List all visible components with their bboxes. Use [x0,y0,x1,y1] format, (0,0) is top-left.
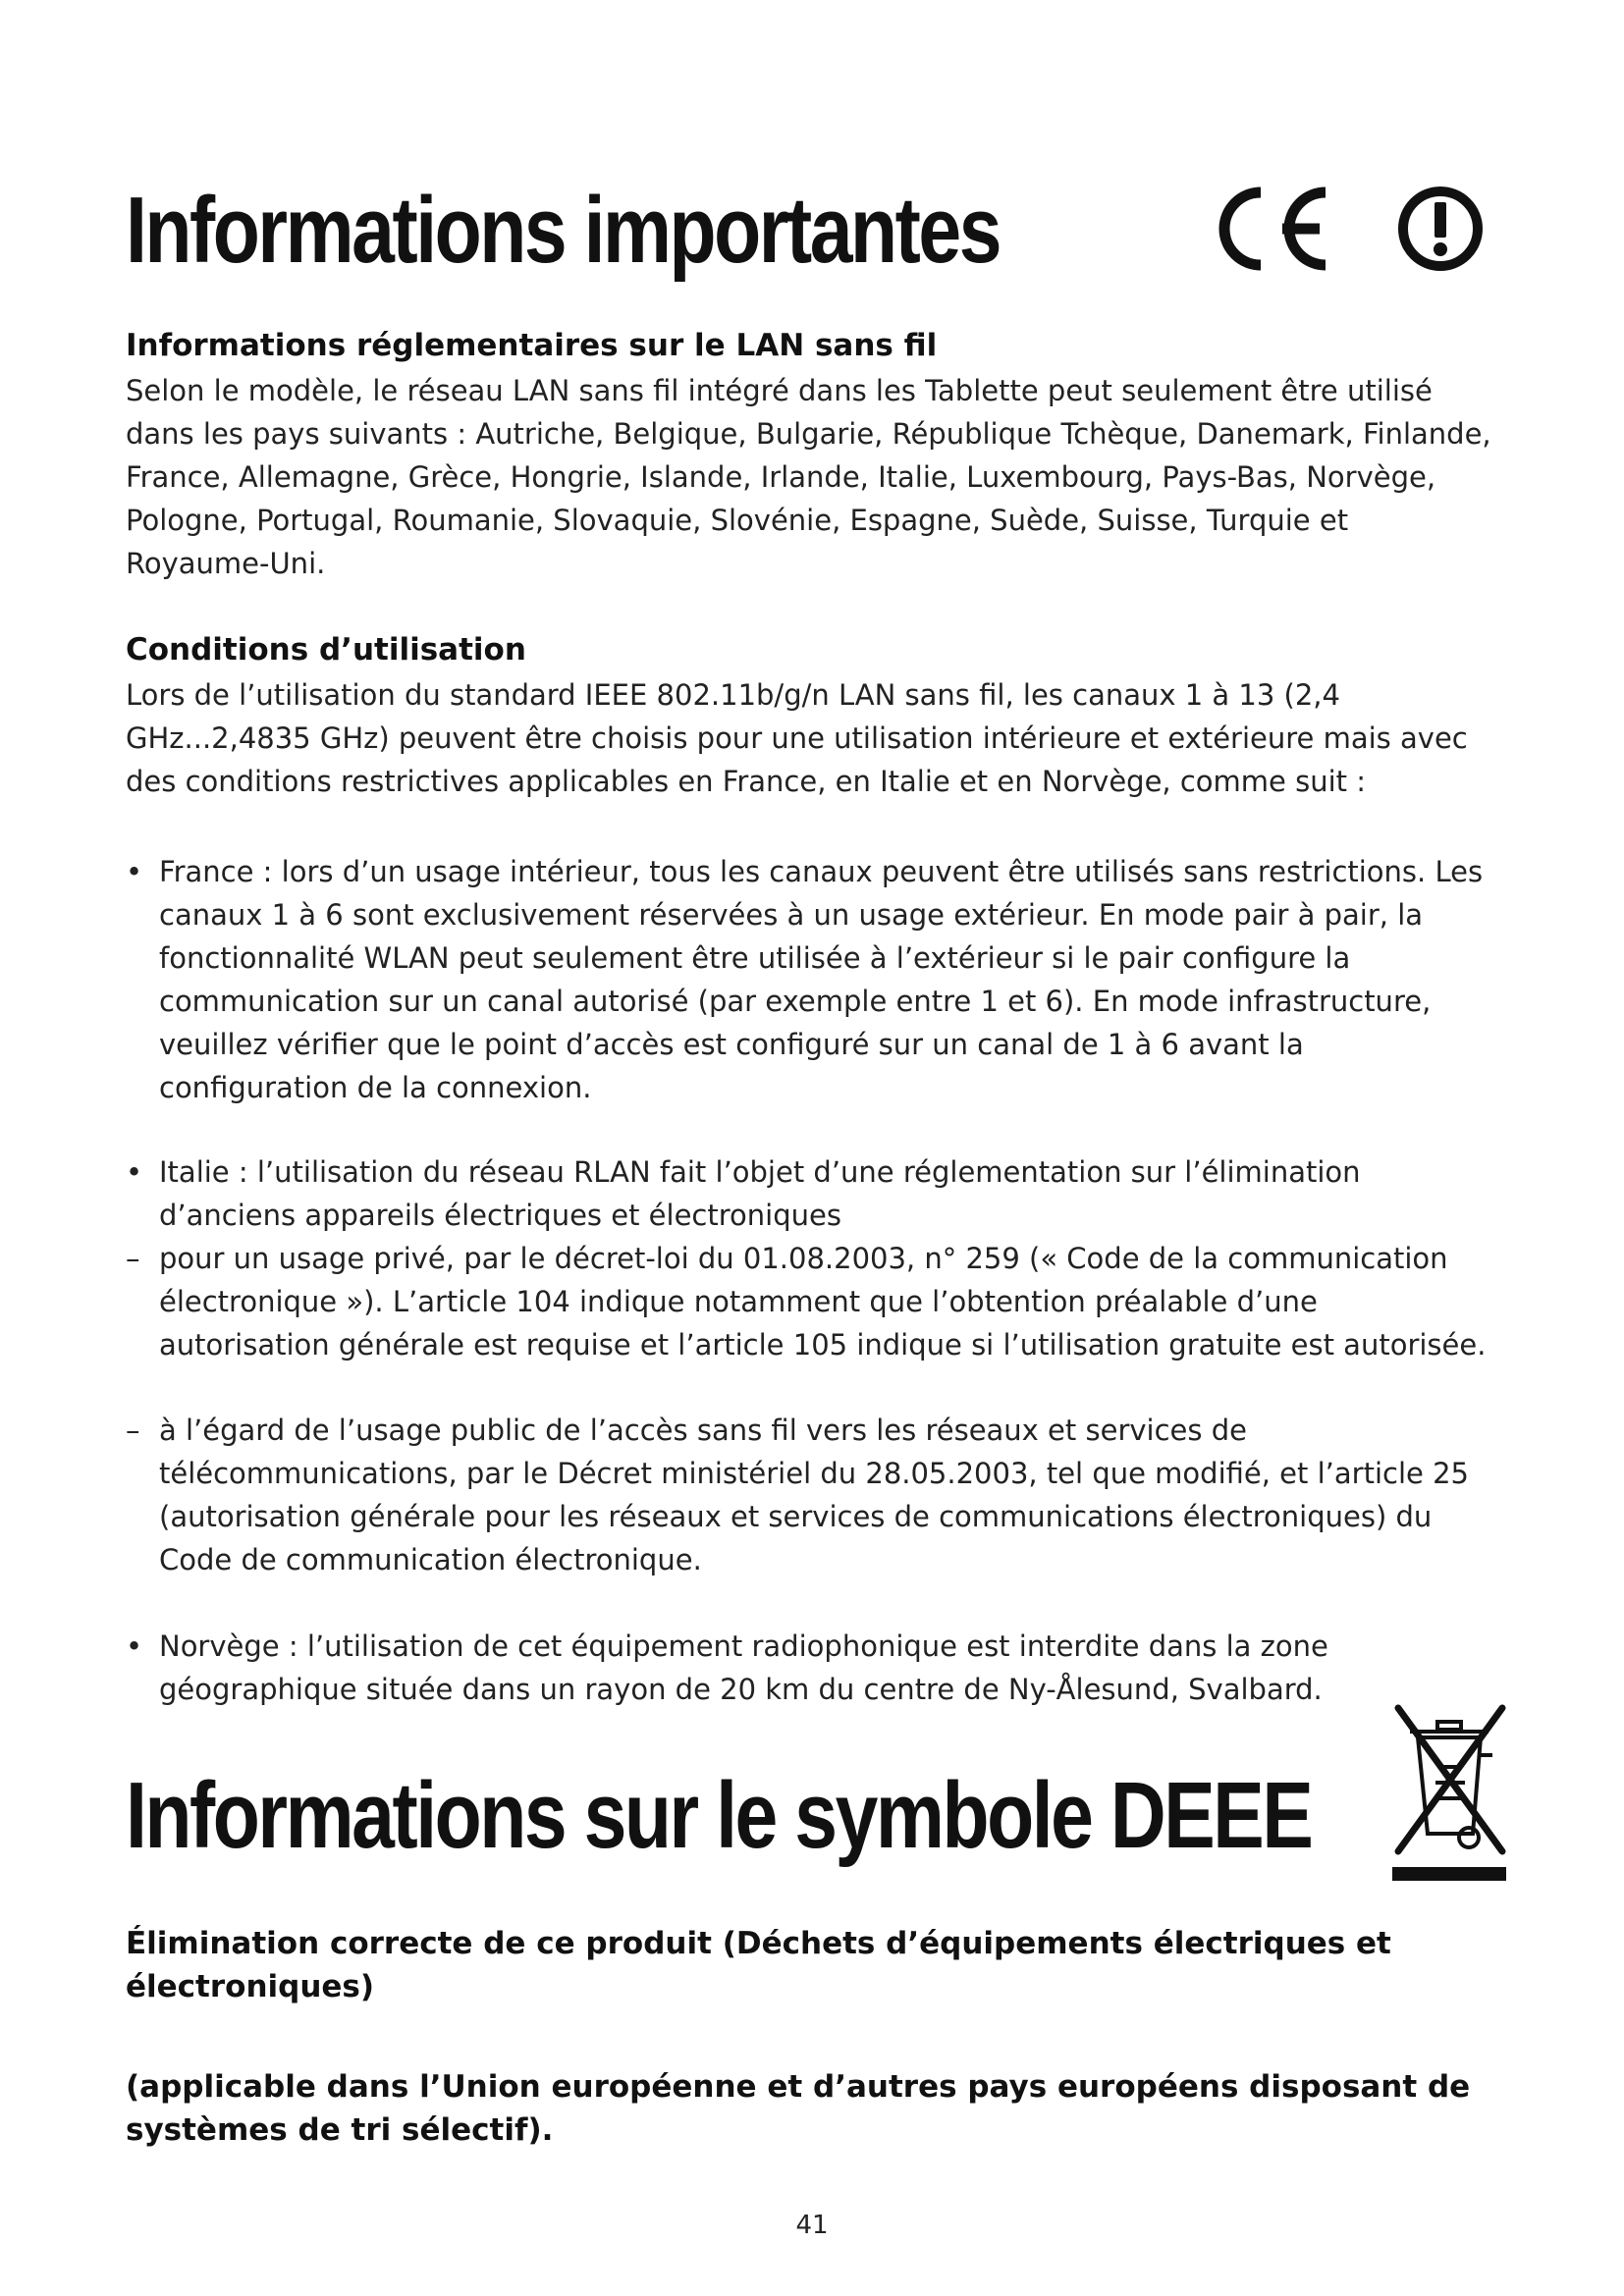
list-item-text: à l’égard de l’usage public de l’accès sans fil vers les réseaux et services de télécommunications, par le Décret ministériel du 28.05.2003, tel que modifié, et l’article 25 (autorisation générale pour les réseaux et services de communications électroniques) du Code de communication électronique. [159,1414,1469,1576]
weee-section-title: Informations sur le symbole DEEE [126,1763,1312,1868]
list-item-norvege [126,1625,1495,1711]
bullet-marker: • [126,1629,143,1663]
ce-mark [1224,192,1326,265]
ce-and-alert-marks [1200,175,1494,283]
list-item-text: Italie : l’utilisation du réseau RLAN fait l’objet d’une réglementation sur l’élimination d’anciens appareils électriques et électroniques [159,1155,1361,1232]
bullet-marker: • [126,1155,143,1189]
dash-marker: – [126,1414,140,1447]
list-item-usage-prive [126,1237,1495,1366]
list-item-text: pour un usage privé, par le décret-loi du 01.08.2003, n° 259 (« Code de la communication électronique »). L’article 104 indique notamment que l’obtention préalable d’une autorisation générale est requise et l’article 105 indique si l’utilisation gratuite est autorisée. [159,1242,1487,1362]
disposal-heading: Élimination correcte de ce produit (Déchets d’équipements électriques et électroniques) [126,1926,1391,2004]
list-item-text: France : lors d’un usage intérieur, tous les canaux peuvent être utilisés sans restrictions. Les canaux 1 à 6 sont exclusivement réservées à un usage extérieur. En mode pair à pair, la fonctionnalité WLAN peut seulement être utilisée à l’extérieur si le pair configure la communication sur un canal autorisé (par exemple entre 1 et 6). En mode infrastructure, veuillez vérifier que le point d’accès est configuré sur un canal de 1 à 6 avant la configuration de la connexion. [159,855,1484,1104]
conditions-paragraph: Lors de l’utilisation du standard IEEE 802.11b/g/n LAN sans fil, les canaux 1 à 13 (2,4 GHz...2,4835 GHz) peuvent être choisis pour une utilisation intérieure et extérieure mais avec des conditions restrictives applicables en France, en Italie et en Norvège, comme suit : [126,678,1468,798]
circle-exclamation-icon [1403,191,1478,266]
wlan-heading: Informations réglementaires sur le LAN sans fil [126,328,938,363]
dash-marker: – [126,1242,140,1275]
conditions-heading: Conditions d’utilisation [126,632,526,667]
list-item-text: Norvège : l’utilisation de cet équipement radiophonique est interdite dans la zone géographique située dans un rayon de 20 km du centre de Ny-Ålesund, Svalbard. [159,1629,1328,1706]
page-number: 41 [795,2211,829,2240]
wlan-countries-paragraph: Selon le modèle, le réseau LAN sans fil intégré dans les Tablette peut seulement être utilisé dans les pays suivants : Autriche, Belgique, Bulgarie, République Tchèque, Danemark, Finlande, France, Allemagne, Grèce, Hongrie, Islande, Irlande, Italie, Luxembourg, Pays-Bas, Norvège, Pologne, Portugal, Roumanie, Slovaquie, Slovénie, Espagne, Suède, Suisse, Turquie et Royaume-Uni. [126,374,1491,580]
list-item-italie [126,1150,1495,1237]
crossed-out-wheelie-bin-icon [1382,1698,1516,1883]
eu-applicability-heading: (applicable dans l’Union européenne et d’autres pays européens disposant de systèmes de tri sélectif). [126,2069,1471,2148]
list-item-france [126,850,1495,1109]
list-item-usage-public [126,1409,1495,1581]
page-title: Informations importantes [126,178,1001,283]
bullet-marker: • [126,855,143,888]
